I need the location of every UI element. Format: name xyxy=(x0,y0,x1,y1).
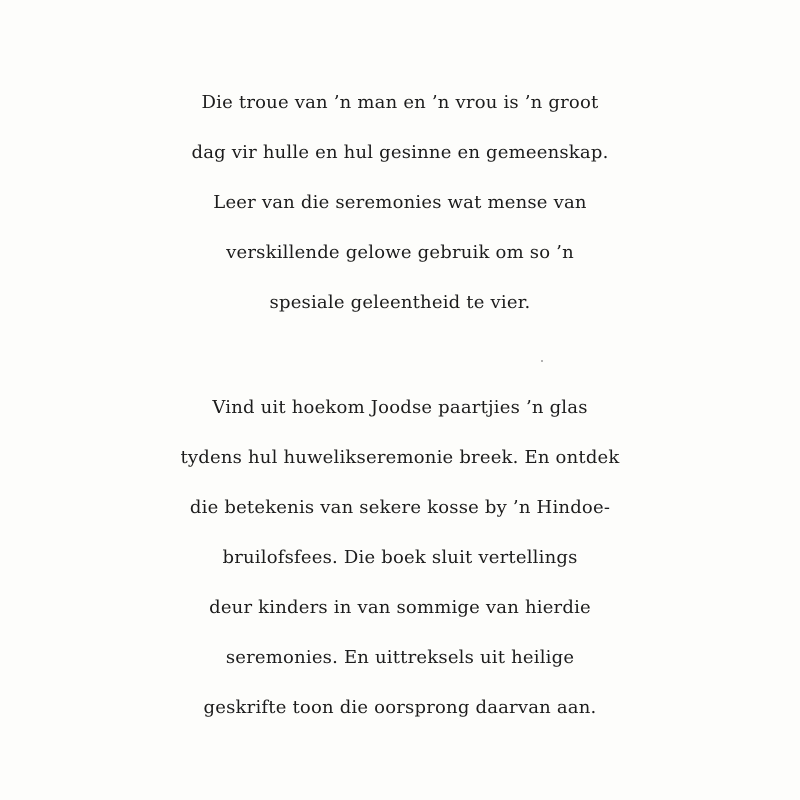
text-line: deur kinders in van sommige van hierdie xyxy=(209,597,591,618)
text-line: geskrifte toon die oorsprong daarvan aan. xyxy=(203,697,597,718)
text-line: die betekenis van sekere kosse by ’n Hindoe- xyxy=(189,497,611,518)
text-line: Die troue van ’n man en ’n vrou is ’n groot xyxy=(201,92,599,113)
text-line: Vind uit hoekom Joodse paartjies ’n glas xyxy=(212,397,588,418)
paragraph-details xyxy=(0,383,800,733)
text-line: bruilofsfees. Die boek sluit vertellings xyxy=(222,547,578,568)
paragraph-intro xyxy=(0,78,800,328)
text-line: dag vir hulle en hul gesinne en gemeenskap. xyxy=(191,142,609,163)
text-line: spesiale geleentheid te vier. xyxy=(269,292,531,313)
text-line: Leer van die seremonies wat mense van xyxy=(213,192,587,213)
text-line: seremonies. En uittreksels uit heilige xyxy=(225,647,575,668)
text-line: tydens hul huwelikseremonie breek. En ontdek xyxy=(180,447,620,468)
text-line: verskillende gelowe gebruik om so ’n xyxy=(226,242,574,263)
scan-speck xyxy=(541,360,543,362)
